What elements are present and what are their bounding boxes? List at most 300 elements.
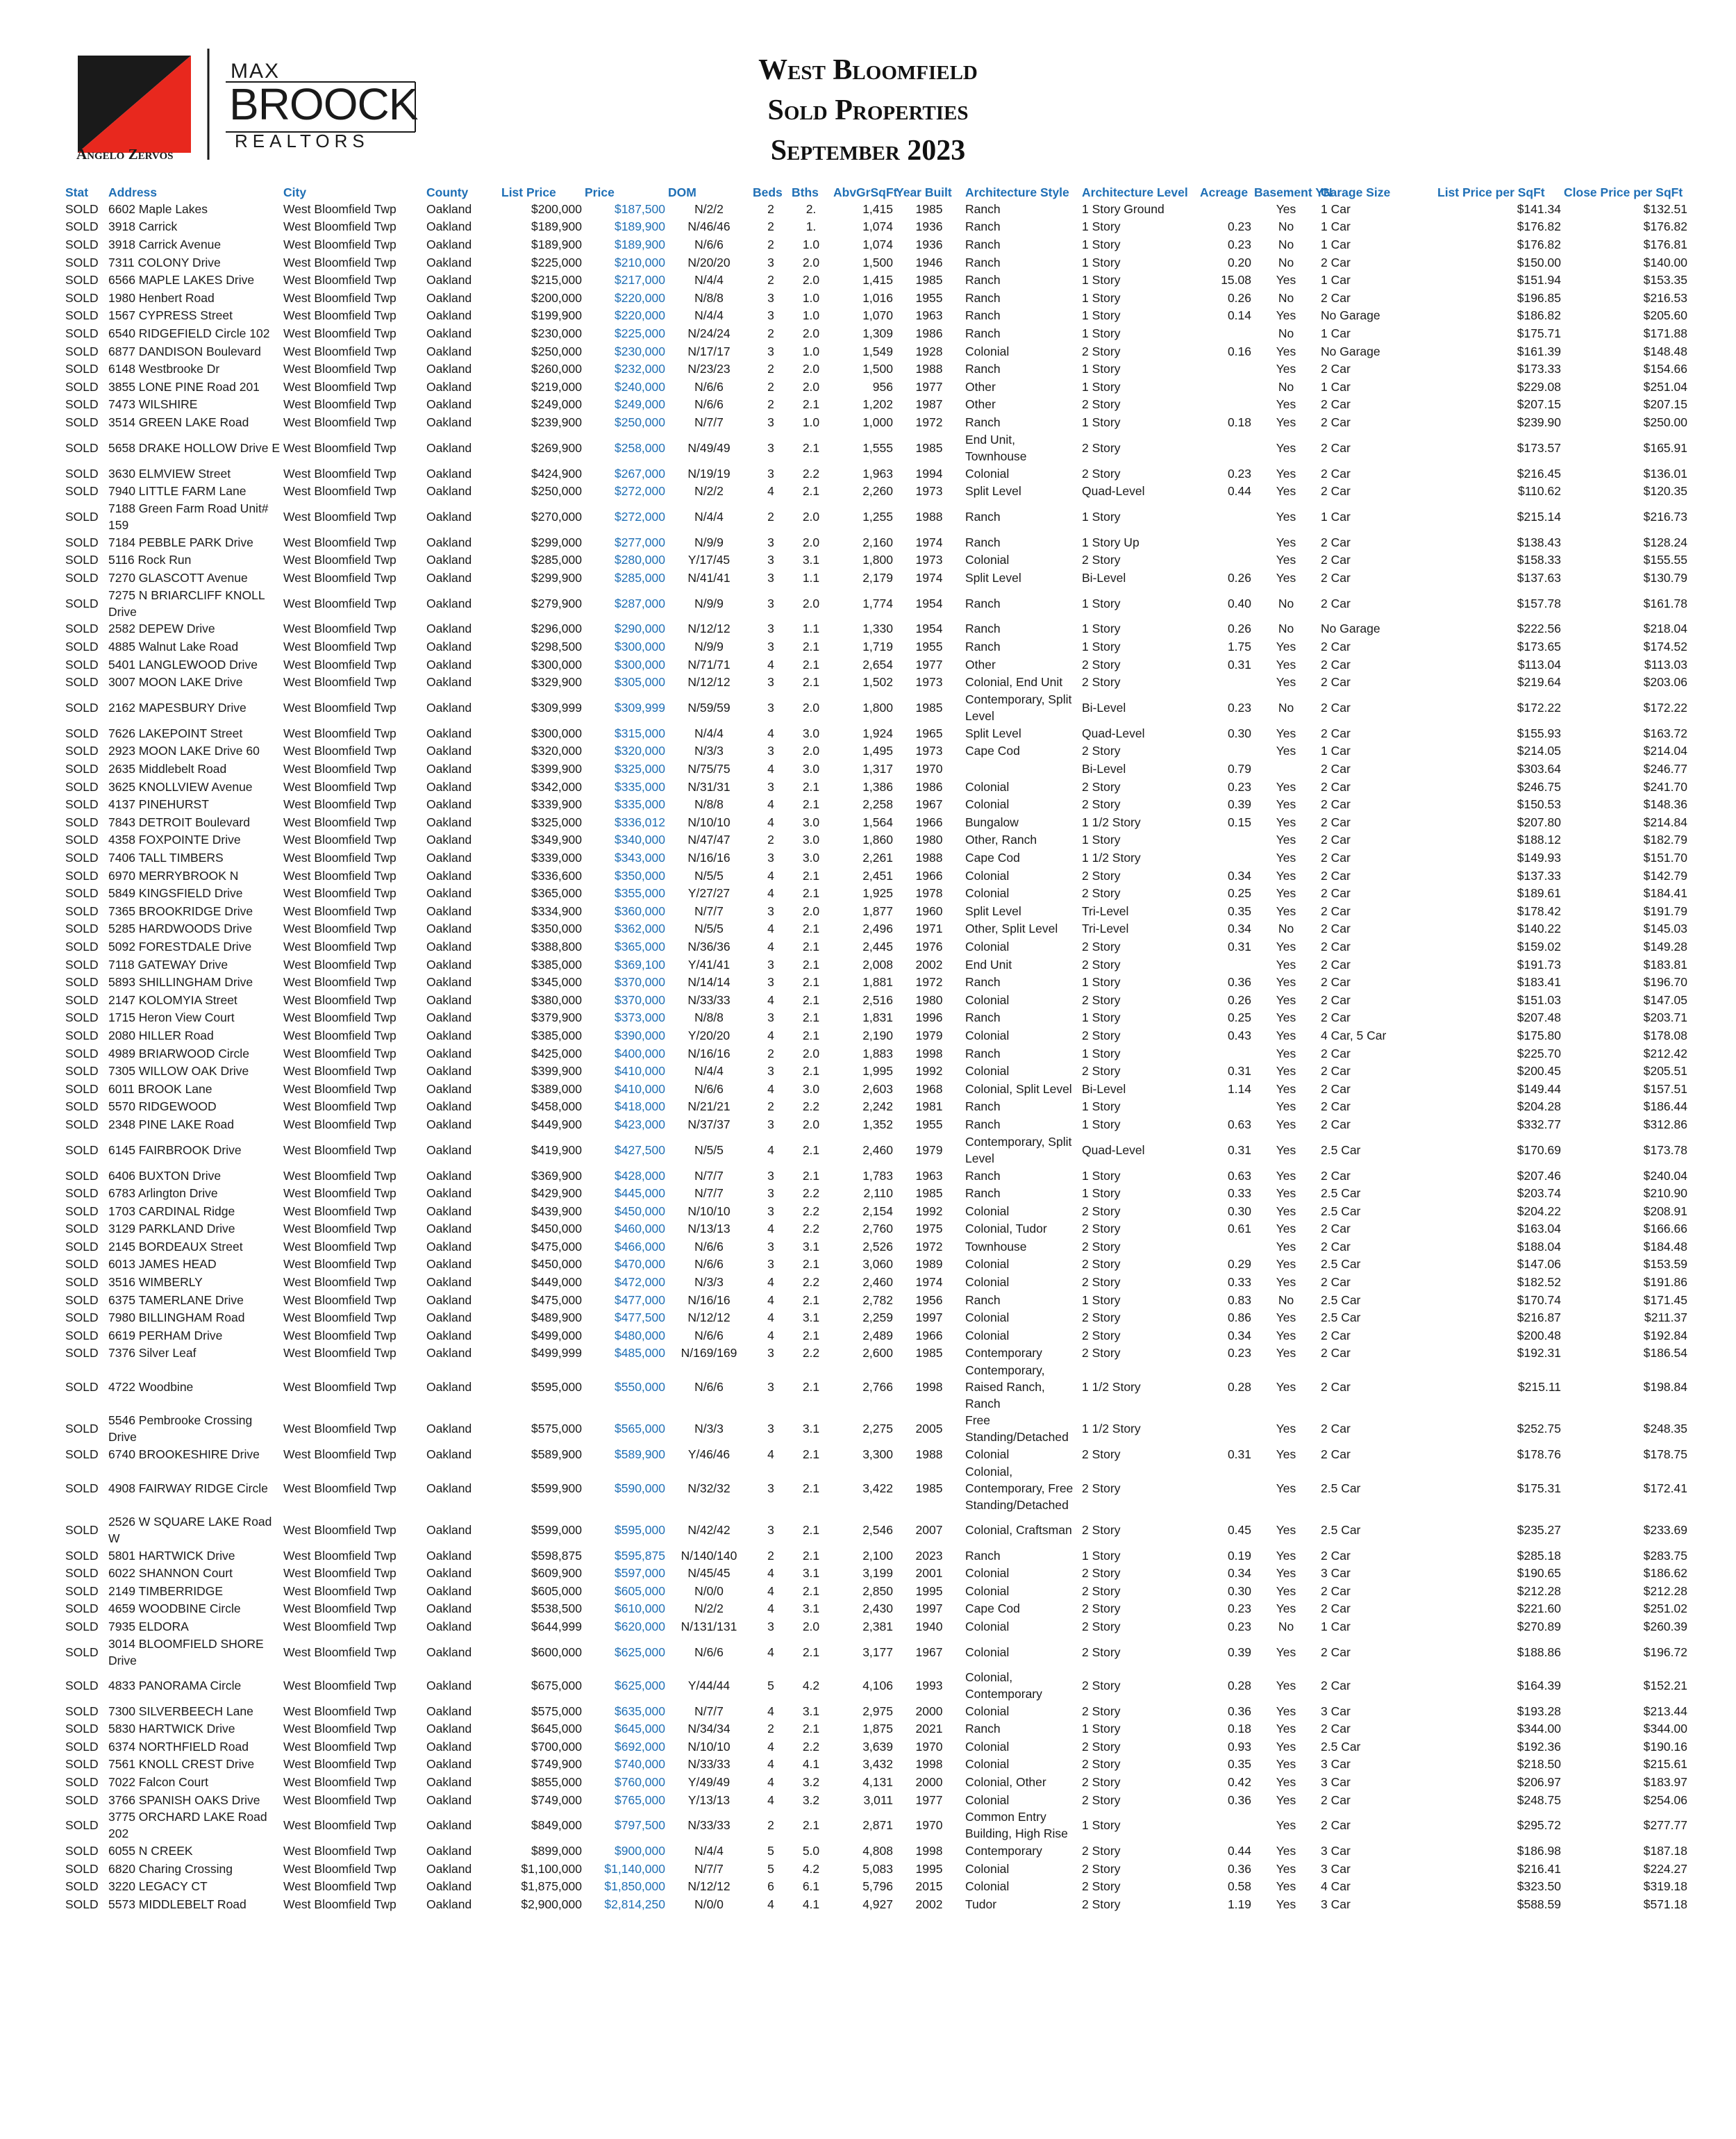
table-cell: N/140/140 xyxy=(681,1548,737,1563)
table-cell: 1996 xyxy=(915,1010,943,1025)
table-cell: N/0/0 xyxy=(694,1583,724,1598)
table-cell: 0.35 xyxy=(1227,904,1251,918)
table-cell: 2.2 xyxy=(802,1275,820,1290)
table-cell: 1988 xyxy=(915,851,943,865)
table-cell: N/16/16 xyxy=(687,851,731,865)
table-cell: N/10/10 xyxy=(687,1739,731,1754)
table-cell: Yes xyxy=(1276,1142,1296,1157)
table-cell: 1993 xyxy=(915,1678,943,1692)
table-cell: Bungalow xyxy=(965,815,1019,829)
table-cell: 0.39 xyxy=(1227,1645,1251,1659)
table-cell: 2.5 Car xyxy=(1321,1292,1361,1307)
table-cell: Yes xyxy=(1276,833,1296,847)
table-cell: No Garage xyxy=(1321,622,1380,636)
table-cell: $339,900 xyxy=(531,797,582,812)
table-cell: $299,900 xyxy=(531,570,582,585)
table-cell: $477,000 xyxy=(615,1292,665,1307)
table-cell: 0.63 xyxy=(1227,1168,1251,1183)
table-cell: 4,927 xyxy=(862,1897,893,1911)
table-cell xyxy=(1199,673,1253,691)
table-cell: Split Level xyxy=(965,726,1021,740)
table-cell: 0.23 xyxy=(1227,466,1251,481)
table-cell: $200,000 xyxy=(531,290,582,305)
table-cell: 6740 BROOKESHIRE Drive xyxy=(108,1447,260,1462)
table-cell: SOLD xyxy=(65,701,99,715)
table-cell: $595,875 xyxy=(615,1548,665,1563)
table-cell: 6055 N CREEK xyxy=(108,1844,193,1858)
table-cell: SOLD xyxy=(65,1064,99,1079)
table-cell: SOLD xyxy=(65,397,99,412)
table-cell: $749,000 xyxy=(531,1792,582,1807)
table-cell: $399,900 xyxy=(531,762,582,776)
table-cell: 2,489 xyxy=(862,1328,893,1342)
table-cell: 0.23 xyxy=(1227,1601,1251,1616)
table-cell: $215.14 xyxy=(1517,509,1561,524)
table-cell: $148.48 xyxy=(1643,344,1687,358)
table-cell: West Bloomfield Twp xyxy=(283,397,397,412)
table-cell: 2 Car xyxy=(1321,1275,1351,1290)
table-cell: 3 Car xyxy=(1321,1774,1351,1789)
table-cell xyxy=(1199,1044,1253,1063)
table-cell: 1985 xyxy=(915,701,943,715)
table-cell: SOLD xyxy=(65,1222,99,1236)
table-cell: 2.0 xyxy=(802,1117,820,1131)
table-cell xyxy=(1199,849,1253,867)
table-cell: $419,900 xyxy=(531,1142,582,1157)
table-cell: N/6/6 xyxy=(694,1328,724,1342)
table-cell xyxy=(1199,742,1253,760)
table-cell: 2.1 xyxy=(802,1064,820,1079)
table-cell: Colonial xyxy=(965,939,1010,954)
table-cell: N/9/9 xyxy=(694,596,724,610)
table-cell: 3 xyxy=(767,904,774,918)
table-cell: 2 Story xyxy=(1082,992,1121,1007)
table-cell: 3 xyxy=(767,675,774,690)
table-cell: Colonial, Contemporary, Free Standing/Detached xyxy=(965,1464,1074,1512)
table-cell: 1936 xyxy=(915,237,943,251)
table-cell: 4358 FOXPOINTE Drive xyxy=(108,833,241,847)
table-cell: $205.51 xyxy=(1643,1064,1687,1079)
table-cell: No xyxy=(1278,255,1294,269)
table-row xyxy=(64,235,1689,253)
table-cell: Yes xyxy=(1276,851,1296,865)
table-cell: Oakland xyxy=(426,904,472,918)
table-cell: 2 Car xyxy=(1321,904,1351,918)
table-row xyxy=(64,956,1689,974)
table-cell: N/8/8 xyxy=(694,1010,724,1025)
table-cell: 3 xyxy=(767,701,774,715)
table-cell: 2 Story xyxy=(1082,1879,1121,1894)
table-cell: 2001 xyxy=(915,1566,943,1581)
table-cell: 2582 DEPEW Drive xyxy=(108,622,215,636)
table-cell: Yes xyxy=(1276,1380,1296,1395)
table-cell: 2015 xyxy=(915,1879,943,1894)
table-cell: West Bloomfield Twp xyxy=(283,1204,397,1218)
table-row xyxy=(64,1808,1689,1842)
table-cell: 5 xyxy=(767,1678,774,1692)
table-row xyxy=(64,1878,1689,1896)
table-cell: 0.15 xyxy=(1227,815,1251,829)
table-cell: 2,496 xyxy=(862,922,893,936)
table-cell: 4.1 xyxy=(802,1897,820,1911)
table-cell xyxy=(1199,956,1253,974)
table-cell: 4 xyxy=(767,1292,774,1307)
table-cell: $369,100 xyxy=(615,957,665,972)
table-row xyxy=(64,1080,1689,1098)
table-cell: $207.15 xyxy=(1643,397,1687,412)
table-row xyxy=(64,271,1689,289)
table-cell: 2 Story xyxy=(1082,1310,1121,1325)
table-cell: SOLD xyxy=(65,1117,99,1131)
table-cell: West Bloomfield Twp xyxy=(283,1380,397,1395)
table-cell: 0.26 xyxy=(1227,622,1251,636)
table-cell: West Bloomfield Twp xyxy=(283,957,397,972)
table-cell: Yes xyxy=(1276,535,1296,549)
table-cell: 0.44 xyxy=(1227,484,1251,499)
table-row xyxy=(64,656,1689,674)
table-cell: $149.93 xyxy=(1517,851,1561,865)
table-cell: N/75/75 xyxy=(687,762,731,776)
table-cell: 2 Car xyxy=(1321,1328,1351,1342)
table-cell: 0.36 xyxy=(1227,1704,1251,1718)
table-cell xyxy=(1199,1808,1253,1842)
table-cell: 2 Story xyxy=(1082,1739,1121,1754)
table-cell: SOLD xyxy=(65,1081,99,1096)
table-cell: 1976 xyxy=(915,939,943,954)
table-cell: N/19/19 xyxy=(687,466,731,481)
table-cell: 1978 xyxy=(915,886,943,901)
table-cell: 5,083 xyxy=(862,1861,893,1876)
table-cell: $320,000 xyxy=(615,744,665,758)
table-cell: 1970 xyxy=(915,762,943,776)
table-cell: West Bloomfield Twp xyxy=(283,1222,397,1236)
table-cell: West Bloomfield Twp xyxy=(283,255,397,269)
table-cell: 2 Story xyxy=(1082,344,1121,358)
table-cell: Yes xyxy=(1276,975,1296,990)
table-cell: Contemporary, Split Level xyxy=(965,1134,1072,1165)
table-cell: Yes xyxy=(1276,1879,1296,1894)
table-cell: N/6/6 xyxy=(694,397,724,412)
table-cell: 2,460 xyxy=(862,1275,893,1290)
table-cell: 1 Car xyxy=(1321,1620,1351,1634)
table-cell: $246.77 xyxy=(1643,762,1687,776)
table-cell: $240.04 xyxy=(1643,1168,1687,1183)
table-cell: 0.28 xyxy=(1227,1380,1251,1395)
table-cell: $137.33 xyxy=(1517,868,1561,883)
table-cell: SOLD xyxy=(65,815,99,829)
table-cell: Ranch xyxy=(965,1117,1001,1131)
table-cell: 2162 MAPESBURY Drive xyxy=(108,701,247,715)
table-cell: 1,877 xyxy=(862,904,893,918)
table-cell: $225.70 xyxy=(1517,1046,1561,1060)
table-cell: Ranch xyxy=(965,509,1001,524)
table-row xyxy=(64,778,1689,796)
table-cell: Oakland xyxy=(426,290,472,305)
table-cell: $235.27 xyxy=(1517,1522,1561,1537)
table-cell: 1,500 xyxy=(862,362,893,376)
table-cell: Yes xyxy=(1276,397,1296,412)
table-cell: 3.0 xyxy=(802,762,820,776)
table-cell: 4 xyxy=(767,886,774,901)
table-cell: West Bloomfield Twp xyxy=(283,975,397,990)
table-cell: $200,000 xyxy=(531,201,582,216)
table-cell: Oakland xyxy=(426,992,472,1007)
table-cell: SOLD xyxy=(65,726,99,740)
table-cell: 7561 KNOLL CREST Drive xyxy=(108,1757,255,1772)
table-cell: $312.86 xyxy=(1643,1117,1687,1131)
table-cell xyxy=(1199,831,1253,849)
table-cell: West Bloomfield Twp xyxy=(283,622,397,636)
table-cell: 7300 SILVERBEECH Lane xyxy=(108,1704,253,1718)
table-cell: $219,000 xyxy=(531,379,582,394)
table-cell: SOLD xyxy=(65,1844,99,1858)
table-cell: N/6/6 xyxy=(694,1257,724,1272)
table-cell: $418,000 xyxy=(615,1099,665,1114)
table-cell: 2,110 xyxy=(863,1186,893,1201)
table-cell: $189,900 xyxy=(531,237,582,251)
table-cell: $233.69 xyxy=(1643,1522,1687,1537)
table-cell: 2635 Middlebelt Road xyxy=(108,762,227,776)
table-cell: 1 Car xyxy=(1321,509,1351,524)
table-cell: $589,900 xyxy=(615,1447,665,1462)
table-cell: SOLD xyxy=(65,1722,99,1736)
column-header: County xyxy=(426,185,469,199)
table-cell: SOLD xyxy=(65,851,99,865)
table-cell: Oakland xyxy=(426,1328,472,1342)
table-cell: $183.41 xyxy=(1517,975,1561,990)
table-cell: 1980 xyxy=(915,992,943,1007)
table-cell: Contemporary, Split Level xyxy=(965,692,1072,724)
table-cell: 7376 Silver Leaf xyxy=(108,1346,197,1360)
table-cell: $270,000 xyxy=(531,509,582,524)
table-cell: Oakland xyxy=(426,1292,472,1307)
table-cell: $900,000 xyxy=(615,1844,665,1858)
table-cell: 5893 SHILLINGHAM Drive xyxy=(108,975,253,990)
table-cell: 1,774 xyxy=(862,596,893,610)
table-cell: Ranch xyxy=(965,1046,1001,1060)
table-cell: 2.0 xyxy=(802,273,820,288)
table-row xyxy=(64,760,1689,778)
table-cell: Yes xyxy=(1276,1204,1296,1218)
table-cell: $200.45 xyxy=(1517,1064,1561,1079)
table-row xyxy=(64,1773,1689,1791)
table-cell: SOLD xyxy=(65,886,99,901)
table-row xyxy=(64,691,1689,724)
table-cell: $163.72 xyxy=(1643,726,1687,740)
table-cell: Oakland xyxy=(426,726,472,740)
table-cell: $191.86 xyxy=(1643,1275,1687,1290)
table-cell: $267,000 xyxy=(615,466,665,481)
table-cell: 1985 xyxy=(915,1346,943,1360)
table-cell: Yes xyxy=(1276,273,1296,288)
table-cell: 2.1 xyxy=(802,1522,820,1537)
table-cell: $203.06 xyxy=(1643,675,1687,690)
table-cell: 3.0 xyxy=(802,851,820,865)
table-cell: SOLD xyxy=(65,1897,99,1911)
table-cell: 1979 xyxy=(915,1142,943,1157)
table-cell: No Garage xyxy=(1321,344,1380,358)
table-cell: 1 Story xyxy=(1082,1186,1121,1201)
table-cell: Oakland xyxy=(426,1081,472,1096)
table-cell: 4.1 xyxy=(802,1757,820,1772)
table-cell: $191.73 xyxy=(1517,957,1561,972)
table-cell: 2 Story xyxy=(1082,797,1121,812)
table-cell: Colonial xyxy=(965,1204,1010,1218)
table-cell: Oakland xyxy=(426,1818,472,1833)
table-cell: Oakland xyxy=(426,975,472,990)
table-cell: 4 xyxy=(767,939,774,954)
table-cell: Oakland xyxy=(426,1522,472,1537)
table-cell: 0.31 xyxy=(1227,1142,1251,1157)
table-cell: 3.1 xyxy=(802,1310,820,1325)
table-cell: Yes xyxy=(1276,1447,1296,1462)
table-cell: 0.18 xyxy=(1227,1722,1251,1736)
table-cell xyxy=(1199,200,1253,218)
table-cell: Colonial xyxy=(965,992,1010,1007)
table-cell: N/9/9 xyxy=(694,535,724,549)
table-cell: 3.1 xyxy=(802,1422,820,1436)
table-cell: West Bloomfield Twp xyxy=(283,1186,397,1201)
table-cell: 3 xyxy=(767,1346,774,1360)
table-cell: Ranch xyxy=(965,290,1001,305)
table-cell: 2.1 xyxy=(802,1380,820,1395)
table-cell: Ranch xyxy=(965,1168,1001,1183)
table-row xyxy=(64,638,1689,656)
table-row xyxy=(64,1756,1689,1774)
table-cell: $241.70 xyxy=(1643,779,1687,794)
table-cell: 1,564 xyxy=(862,815,893,829)
table-cell: 5.0 xyxy=(802,1844,820,1858)
table-cell: Bi-Level xyxy=(1082,1081,1126,1096)
table-cell: 6011 BROOK Lane xyxy=(108,1081,212,1096)
table-cell: 1998 xyxy=(915,1380,943,1395)
table-cell: West Bloomfield Twp xyxy=(283,1275,397,1290)
table-cell: 1977 xyxy=(915,379,943,394)
table-cell: $1,140,000 xyxy=(604,1861,665,1876)
table-cell: $1,850,000 xyxy=(604,1879,665,1894)
table-cell: SOLD xyxy=(65,1346,99,1360)
table-cell: Yes xyxy=(1276,1028,1296,1042)
table-cell: $369,900 xyxy=(531,1168,582,1183)
table-cell: West Bloomfield Twp xyxy=(283,1328,397,1342)
table-cell: West Bloomfield Twp xyxy=(283,1292,397,1307)
table-cell: 2 Car xyxy=(1321,675,1351,690)
table-cell: 2 Story xyxy=(1082,1844,1121,1858)
table-cell: $200.48 xyxy=(1517,1328,1561,1342)
table-cell: 2.1 xyxy=(802,1168,820,1183)
table-cell: Yes xyxy=(1276,1481,1296,1495)
table-cell: Oakland xyxy=(426,701,472,715)
table-cell: 1,415 xyxy=(862,273,893,288)
table-cell: 1 Story xyxy=(1082,308,1121,323)
table-cell xyxy=(964,760,1080,778)
table-cell: Other xyxy=(965,397,996,412)
table-row xyxy=(64,307,1689,325)
table-cell: Colonial xyxy=(965,1757,1010,1772)
table-cell: 1960 xyxy=(915,904,943,918)
table-cell: 2 Story xyxy=(1082,1522,1121,1537)
table-cell: 2 Car xyxy=(1321,657,1351,672)
table-cell: 2 Car xyxy=(1321,957,1351,972)
table-cell: Ranch xyxy=(965,975,1001,990)
table-cell: West Bloomfield Twp xyxy=(283,1678,397,1692)
table-cell: 1 Story xyxy=(1082,379,1121,394)
table-cell: 3 xyxy=(767,744,774,758)
table-cell: 0.33 xyxy=(1227,1186,1251,1201)
table-cell: $205.60 xyxy=(1643,308,1687,323)
table-cell: West Bloomfield Twp xyxy=(283,596,397,610)
table-cell: $196.70 xyxy=(1643,975,1687,990)
table-cell: Oakland xyxy=(426,344,472,358)
table-cell: $159.02 xyxy=(1517,939,1561,954)
table-cell: 0.26 xyxy=(1227,992,1251,1007)
column-header: DOM xyxy=(668,185,696,199)
table-cell: 3 xyxy=(767,1186,774,1201)
table-cell: SOLD xyxy=(65,904,99,918)
table-cell: Y/46/46 xyxy=(687,1447,731,1462)
table-cell: $170.74 xyxy=(1517,1292,1561,1307)
table-cell: 1 Story Up xyxy=(1082,535,1140,549)
table-cell: Yes xyxy=(1276,1678,1296,1692)
table-cell: $250,000 xyxy=(531,484,582,499)
table-cell: $137.63 xyxy=(1517,570,1561,585)
table-cell: $700,000 xyxy=(531,1739,582,1754)
table-cell: Y/44/44 xyxy=(687,1678,731,1692)
table-cell: $214.05 xyxy=(1517,744,1561,758)
table-cell: 1,070 xyxy=(862,308,893,323)
table-cell: 2 Car xyxy=(1321,1346,1351,1360)
table-cell: 1.0 xyxy=(802,237,820,251)
table-cell: SOLD xyxy=(65,596,99,610)
table-cell: 4 xyxy=(767,726,774,740)
table-cell: $150.00 xyxy=(1517,255,1561,269)
table-cell: Yes xyxy=(1276,904,1296,918)
table-cell: Ranch xyxy=(965,640,1001,654)
table-cell: 1 Story xyxy=(1082,975,1121,990)
table-cell: 6540 RIDGEFIELD Circle 102 xyxy=(108,326,270,340)
table-cell: 0.39 xyxy=(1227,797,1251,812)
table-row xyxy=(64,1860,1689,1878)
table-cell: $303.64 xyxy=(1517,762,1561,776)
table-cell: Oakland xyxy=(426,1566,472,1581)
table-cell: $287,000 xyxy=(615,596,665,610)
table-cell: 1 Car xyxy=(1321,201,1351,216)
table-cell: $285.18 xyxy=(1517,1548,1561,1563)
table-cell: 1979 xyxy=(915,1028,943,1042)
table-cell: 1998 xyxy=(915,1757,943,1772)
table-cell: 1954 xyxy=(915,622,943,636)
table-cell: SOLD xyxy=(65,509,99,524)
table-cell: 2,179 xyxy=(862,570,893,585)
table-cell: $186.98 xyxy=(1517,1844,1561,1858)
table-cell: 2,546 xyxy=(862,1522,893,1537)
table-cell: $450,000 xyxy=(615,1204,665,1218)
table-cell: SOLD xyxy=(65,1046,99,1060)
table-cell: $590,000 xyxy=(615,1481,665,1495)
table-cell: 0.42 xyxy=(1227,1774,1251,1789)
table-row xyxy=(64,673,1689,691)
table-cell: N/71/71 xyxy=(687,657,731,672)
table-cell: 2 Car xyxy=(1321,640,1351,654)
table-cell: 2,259 xyxy=(862,1310,893,1325)
table-cell: $470,000 xyxy=(615,1257,665,1272)
table-cell: Yes xyxy=(1276,1081,1296,1096)
table-cell: 2 Car xyxy=(1321,779,1351,794)
table-cell: $130.79 xyxy=(1643,570,1687,585)
table-cell: Yes xyxy=(1276,415,1296,429)
table-cell: West Bloomfield Twp xyxy=(283,744,397,758)
table-cell: West Bloomfield Twp xyxy=(283,851,397,865)
